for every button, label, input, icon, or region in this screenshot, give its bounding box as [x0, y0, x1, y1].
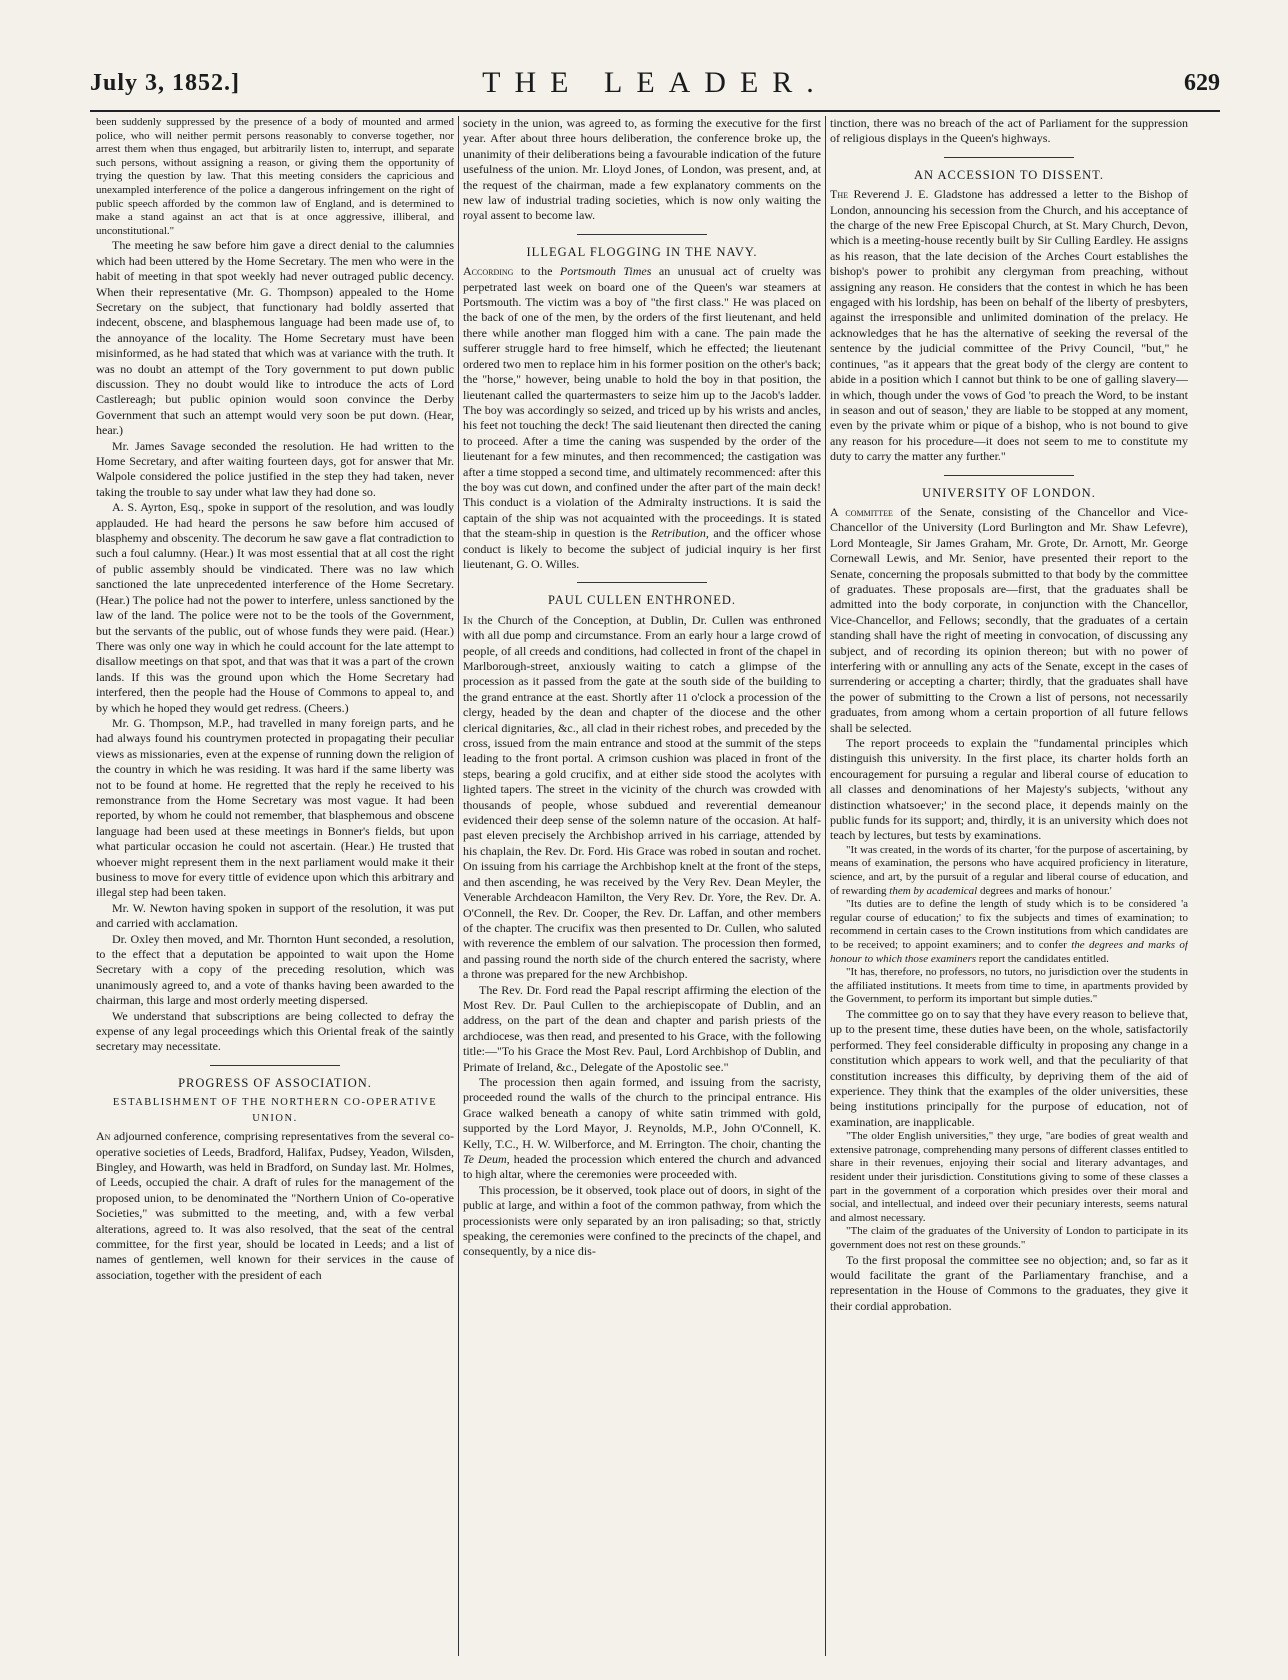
- paragraph: The Rev. Dr. Ford read the Papal rescript affirming the election of the Most Rev. Dr. Paul Cullen to the archiepiscopate of Dublin, and an address, on the part of the dean and chapter and parish priests of the archdiocese, was then read, and presented to his Grace, with the following title:—"To his Grace the Most Rev. Paul, Lord Archbishop of Dublin, and Primate of Ireland, &c., Delegate of the Apostolic see.": [463, 982, 821, 1074]
- section-rule: [210, 1065, 340, 1066]
- issue-date: July 3, 1852.]: [90, 70, 241, 96]
- drop-word: The: [830, 187, 848, 202]
- paragraph-text: Reverend J. E. Gladstone has addressed a letter to the Bishop of London, announcing his secession from the Church, and his acceptance of the charge of the new Free Episcopal Church, at St. Mary Church, Devon, which is a meeting-house recently built by Sir Culling Eardley. He assigns as his reason, that the late decision of the Arches Court establishes the bishop's power to prohibit any clergyman from preaching, without assigning any reason. He considers that the contest in which he has been engaged with his lordship, has been on behalf of the liberty of presbyters, against the irresponsible and unlimited domination of the prelacy. He acknowledges that he has the alternative of seeking the reversal of the sentence by the judicial committee of the Privy Council, "but," he continues, "as it appears that the great body of the clergy are content to abide in a position which I cannot but think to be one of galling slavery—in which, though under the vows of God 'to preach the Word, to be instant in season and out of season,' they are liable to be stopped at any moment, even by the private whim or pique of a bishop, who is not bound to give any reason for his procedure—it does not seem to me to constitute my duty to carry the matter any further.": [830, 187, 1188, 464]
- emphasis-text: them by academical: [889, 884, 978, 897]
- newspaper-title: THE LEADER.: [482, 66, 828, 99]
- column-3: [830, 116, 1188, 1656]
- quoted-paragraph: "The claim of the graduates of the University of London to participate in its government does not rest on these grounds.": [830, 1225, 1188, 1251]
- emphasis-text: the degrees and marks of honour to which those examiners: [830, 939, 1188, 965]
- paragraph: tinction, there was no breach of the act of Parliament for the suppression of religious displays in the Queen's highways.: [830, 116, 1188, 146]
- paragraph-text: "It was created, in the words of its charter, 'for the purpose of ascertaining, by means of examination, the persons who have acquired proficiency in literature, science, and art, by the pursuit of a regular and liberal course of education, and of rewarding: [830, 843, 1188, 897]
- quoted-paragraph: "The older English universities," they urge, "are bodies of great wealth and extensive patronage, comprehending many persons of different classes entitled to share in their revenues, enjoying their social and literary advantages, and resident under their jurisdiction. Constitutions giving to some of these classes a part in the government of a corporation which presides over their moral and social, and intellectual, and indeed over their pecuniary interests, seems natural and almost necessary.: [830, 1130, 1188, 1224]
- paragraph-text: of the Senate, consisting of the Chancellor and Vice-Chancellor of the University (Lord Burlington and Mr. Shaw Lefevre), Lord Monteagle, Sir James Graham, Mr. Grote, Dr. Arnott, Mr. George Cornewall Lewis, and Mr. Senior, have presented their report to the Senate, concerning the proposals submitted to that body by the committee of graduates. These proposals are—first, that the graduates shall be admitted into the body corporate, in conjunction with the Chancellor, Vice-Chancellor, and Fellows; secondly, that the graduates of a certain standing shall have the right of meeting in convocation, of discussing any subject, and of recording its opinion thereon; but with no power of interfering with or annulling any acts of the Senate, except in the cases of surrendering or accepting a charter; thirdly, that the graduates shall have the power of submitting to the Crown a list of persons, not necessarily graduates, from among whom a certain proportion of all future fellows shall be selected.: [830, 504, 1188, 735]
- paragraph: A. S. Ayrton, Esq., spoke in support of the resolution, and was loudly applauded. He had heard the persons he saw before him accused of blasphemy and obscenity. The decorum he saw gave a flat contradiction to such a foul calumny. (Hear.) It was most essential that at all cost the right of public assembly should be vindicated. There was no law which sanctioned the late unprecedented interference of the Home Secretary. (Hear.) The police had not the power to interfere, unless sanctioned by the law of the land. The police were not to be the tools of the Government, but the servants of the public, out of whose funds they were paid. (Hear.) There was only one way in which he could account for the late attempt to disallow meetings on that spot, and that was that it was a part of the crown lands. If this was the ground upon which the Home Secretary had interfered, then the people had the House of Commons to appeal to, and by which he hoped they would get redress. (Cheers.): [96, 500, 454, 715]
- paragraph: [463, 1075, 821, 1183]
- ship-name: Retribution,: [651, 526, 709, 541]
- column-1: [96, 116, 454, 1656]
- article-heading: AN ACCESSION TO DISSENT.: [914, 167, 1104, 182]
- section-rule: [944, 157, 1074, 158]
- quoted-paragraph: [830, 844, 1188, 898]
- column-divider: [458, 116, 459, 1656]
- paragraph: The committee go on to say that they have every reason to believe that, up to the present time, these duties have been, on the whole, satisfactorily performed. They feel considerable difficulty in proposing any change in a constitution which appears to work well, and that the peculiarity of that constitution increases this difficulty, by depriving them of the aid of experience. They think that the examples of the older universities, these being institutions principally for the purpose of education, not of examination, are inapplicable.: [830, 1007, 1188, 1129]
- article-heading: PAUL CULLEN ENTHRONED.: [547, 593, 737, 608]
- paragraph: To the first proposal the committee see no objection; and, so far as it would facilitate the grant of the Parliamentary franchise, and a representation in the House of Commons to the graduates, they give it their cordial approbation.: [830, 1252, 1188, 1313]
- paragraph-text: an unusual act of cruelty was perpetrated last week on board one of the Queen's war steamers at Portsmouth. The victim was a boy of "the first class." He was placed on the back of one of the men, by the orders of the first lieutenant, and held there while another man flogged him with a cane. The pain made the sufferer struggle hard to free himself, which he effected; the lieutenant ordered two men to replace him in his former position on the other's back; the "horse," however, being unable to hold the boy in that position, the lieutenant called the quartermasters to seize him up to the Jacob's ladder. The boy was accordingly so seized, and triced up by his wrists and ancles, his feet not touching the deck! The said lieutenant then directed the caning to proceed. After a time the caning was suspended by the order of the lieutenant for a few minutes, and then recommenced; the castigation was after a time stopped a second time, and ultimately recommenced: after this the boy was cut down, and confined under the after part of the main deck! This conduct is a violation of the Admiralty instructions. It is said the captain of the ship was not acquainted with the proceedings. It is stated that the steam-ship in question is the: [463, 264, 821, 541]
- paragraph: Mr. G. Thompson, M.P., had travelled in many foreign parts, and he had always found his countrymen protected in propagating their peculiar views as missionaries, even at the expense of running down the religion of the country in which he was residing. It was hard if the same liberty was not to be found at home. He regretted that the reply he received to his remonstrance from the Home Secretary was most vague. It had been reported, by whom he could not remember, that blasphemous and obscene language had been used at these meetings in Bonner's fields, but upon what particular occasion he could not ascertain. (Hear.) He trusted that whoever might represent them in the next parliament would make it their business to move for every tittle of evidence upon which this arbitrary and illegal step had been taken.: [96, 715, 454, 900]
- paragraph-text: headed the procession which entered the church and advanced to high altar, where the ceremonies were proceeded with.: [463, 1152, 821, 1182]
- paragraph: [463, 613, 821, 983]
- masthead: [90, 66, 1220, 106]
- drop-word: An: [96, 1129, 111, 1144]
- column-2: [463, 116, 821, 1656]
- paragraph: We understand that subscriptions are being collected to defray the expense of any legal proceedings which this Oriental freak of the saintly secretary may necessitate.: [96, 1008, 454, 1054]
- article-heading: ILLEGAL FLOGGING IN THE NAVY.: [526, 244, 758, 259]
- section-rule: [944, 475, 1074, 476]
- paragraph-text: degrees and marks of honour.': [977, 884, 1112, 897]
- drop-word: A committee: [830, 504, 893, 519]
- paragraph-text: adjourned conference, comprising representatives from the several co-operative societies of Leeds, Bradford, Halifax, Pudsey, Yeadon, Wilsden, Bingley, and Howarth, was held in Bradford, on Sunday last. Mr. Holmes, of Leeds, occupied the chair. A draft of rules for the management of the proposed union, to be denominated the "Northern Union of Co-operative Societies," was submitted to the meeting, and, with a few verbal alterations, agreed to. It was also resolved, that the seat of the central committee, for the first year, should be located in Leeds; and a list of names of gentlemen, well known for their services in the cause of association, together with the president of each: [96, 1129, 454, 1282]
- paragraph: Mr. W. Newton having spoken in support of the resolution, it was put and carried with acclamation.: [96, 900, 454, 931]
- paragraph: The meeting he saw before him gave a direct denial to the calumnies which had been uttered by the Home Secretary. The men who were in the habit of meeting in that spot weekly had never outraged public decency. When their representative (Mr. G. Thompson) appealed to the Home Secretary on the subject, that functionary had boldly asserted that indecent, obscene, and blasphemous language had been made use of, to the annoyance of the locality. The Home Secretary must have been misinformed, as he had stated that which was at variance with the truth. It was no doubt an attempt of the Tory government to put down public discussion. They no doubt would like to introduce the acts of Lord Castlereagh; but public opinion would soon convince the Derby Government that such an attempt would very soon be put down. (Hear, hear.): [96, 238, 454, 438]
- paragraph: [830, 505, 1188, 736]
- paragraph: Dr. Oxley then moved, and Mr. Thornton Hunt seconded, a resolution, to the effect that a deputation be appointed to wait upon the Home Secretary with a copy of the preceding resolution, which was unanimously agreed to, and a vote of thanks having been awarded to the chairman, this large and most orderly meeting dispersed.: [96, 931, 454, 1008]
- paragraph: [830, 187, 1188, 464]
- article-heading: UNIVERSITY OF LONDON.: [922, 485, 1096, 500]
- masthead-rule: [90, 110, 1220, 112]
- drop-word: According: [463, 264, 514, 279]
- paragraph: Mr. James Savage seconded the resolution. He had written to the Home Secretary, and after waiting fourteen days, got for answer that Mr. Walpole considered the police justified in the step they had taken, never taking the trouble to say under what law they had done so.: [96, 438, 454, 499]
- paragraph: society in the union, was agreed to, as forming the executive for the first year. After about three hours deliberation, the conference broke up, the unanimity of their deliberations being a favourable indication of the future usefulness of the union. Mr. Lloyd Jones, of London, was present, and, at the request of the chairman, made a few explanatory comments on the new law of industrial trading societies, which is now only waiting the royal assent to become law.: [463, 116, 821, 223]
- newspaper-name: Portsmouth Times: [559, 264, 652, 279]
- article-heading: PROGRESS OF ASSOCIATION.: [178, 1075, 372, 1090]
- section-rule: [577, 582, 707, 583]
- paragraph: The report proceeds to explain the "fundamental principles which distinguish this university. In the first place, its charter holds forth an encouragement for pursuing a regular and liberal course of education to all classes and denominations of her Majesty's subjects, 'without any distinction whatsoever;' in the second place, it depends mainly on the public funds for its support; and, thirdly, it is an university which does not teach by lectures, but tests by examinations.: [830, 736, 1188, 843]
- paragraph: [96, 1129, 454, 1283]
- drop-word: In: [463, 612, 473, 627]
- paragraph-text: to the: [513, 264, 560, 279]
- hymn-name: Te Deum,: [463, 1152, 510, 1166]
- paragraph: This procession, be it observed, took place out of doors, in sight of the public at large, and within a foot of the common pathway, from which the processionists were only separated by an iron palisading; so that, strictly speaking, the ceremonies were confined to the precincts of the chapel, and consequently, by a nice dis-: [463, 1182, 821, 1259]
- paragraph: [463, 264, 821, 572]
- paragraph-text: the Church of the Conception, at Dublin, Dr. Cullen was enthroned with all due pomp and circumstance. From an early hour a large crowd of people, of all creeds and conditions, had collected in front of the chapel in Marlborough-street, anxiously waiting to catch a glimpse of the procession as it passed from the gate at the south side of the building to the grand entrance at the east. Shortly after 11 o'clock a procession of the clergy, headed by the dean and chapter of the diocese and the other clerical dignitaries, &c., all clad in their richest robes, and preceded by the cross, issued from the main entrance and stood at the summit of the steps leading to the front portal. A crimson cushion was placed in front of the steps, bearing a gold crucifix, and at either side stood the acolytes with lighted tapers. The street in the vicinity of the church was crowded with thousands of people, whose subdued and reverential demeanour evidenced their deep sense of the solemn nature of the occasion. At half-past eleven precisely the Archbishop arrived in his carriage, attended by his chaplain, the Rev. Dr. Ford. His Grace was robed in soutan and rochet. On issuing from his carriage the Archbishop knelt at the front of the steps, and then ascending, he was received by the Very Rev. Dean Meyler, the Venerable Archdeacon Hamilton, the Very Rev. Dr. Yore, the Rev. Dr. A. O'Connell, the Rev. Dr. Cooper, the Rev. Dr. Laffan, and other members of the chapter. The crucifix was then presented to Dr. Cullen, who saluted with reverence the emblem of our salvation. The procession then formed, and passing round the north side of the church entered the sacristy, where a throne was prepared for the new Archbishop.: [463, 612, 821, 982]
- quoted-paragraph: "It has, therefore, no professors, no tutors, no jurisdiction over the students in the affiliated institutions. It meets from time to time, in apartments provided by the Government, to perform its important but simple duties.": [830, 966, 1188, 1006]
- quoted-paragraph: [830, 898, 1188, 966]
- paragraph: been suddenly suppressed by the presence of a body of mounted and armed police, who will neither permit persons reasonably to converse together, nor arrest them when thus engaged, but arbitrarily listen to, interrupt, and separate such persons, without assigning a reason, or giving them the opportunity of trying the question by law. That this meeting considers the capricious and unexampled interference of the police a dangerous infringement on the right of public speech afforded by the common law of England, and is determined to make a stand against an act that is at once aggressive, illiberal, and unconstitutional.": [96, 116, 454, 237]
- paragraph-text: "Its duties are to define the length of study which is to be considered 'a regular course of education;' to fix the subjects and times of examination; to recommend in certain cases to the Crown institutions from which candidates are to be received; to appoint examiners; and to confer: [830, 898, 1188, 952]
- paragraph-text: The procession then again formed, and issuing from the sacristy, proceeded round the walls of the church to the principal entrance. His Grace walked beneath a canopy of white satin trimmed with gold, supported by the Lord Mayor, J. Reynolds, M.P., John O'Connell, K. Kelly, T.C., H. W. Wilberforce, and M. Errington. The choir, chanting the: [463, 1074, 821, 1151]
- paragraph-text: and the officer whose conduct is likely to become the subject of judicial inquiry is her first lieutenant, G. O. Willes.: [463, 526, 821, 571]
- column-divider: [825, 116, 826, 1656]
- section-rule: [577, 234, 707, 235]
- page-number: 629: [1184, 70, 1220, 96]
- article-subheading: ESTABLISHMENT OF THE NORTHERN CO-OPERATIVE UNION.: [112, 1097, 438, 1124]
- paragraph-text: report the candidates entitled.: [976, 952, 1109, 965]
